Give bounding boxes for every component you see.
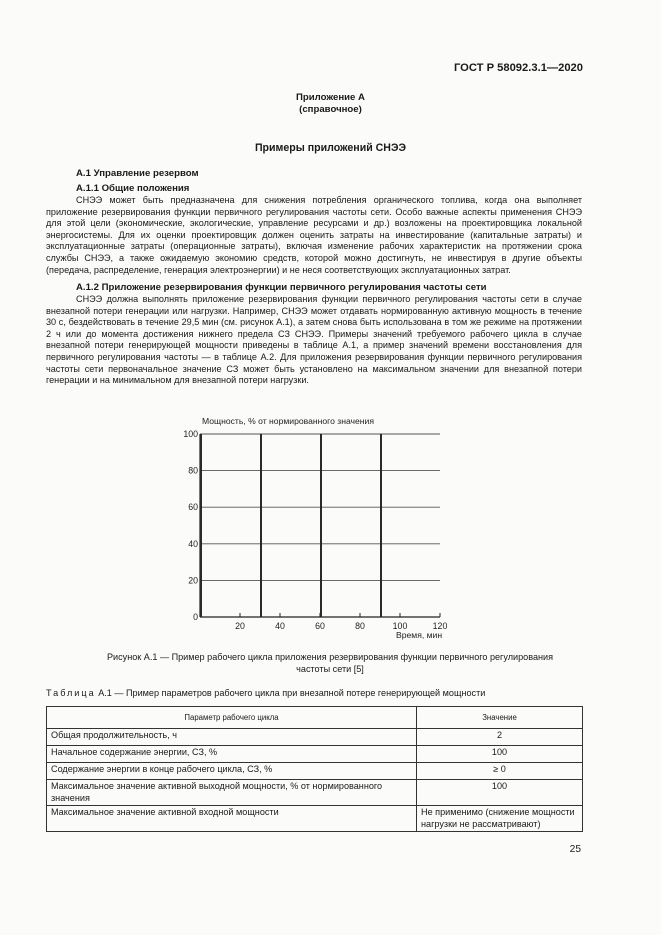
annex-type: (справочное) — [299, 104, 362, 115]
chart-x-tick-label: 60 — [315, 621, 325, 631]
chart-y-tick-label: 100 — [183, 429, 198, 439]
chart-y-tick-label: 40 — [188, 538, 198, 549]
row-parameter: Общая продолжительность, ч — [47, 729, 417, 746]
chart-pulse — [380, 434, 382, 617]
section-heading-a11: А.1.1 Общие положения — [76, 183, 190, 194]
duty-cycle-chart — [170, 410, 470, 646]
table-row — [47, 746, 583, 763]
section-heading-a12: А.1.2 Приложение резервирования функции первичного регулирования частоты сети — [76, 282, 487, 293]
table-row — [47, 806, 583, 832]
chart-series — [200, 434, 382, 617]
chart-y-tick-label: 20 — [188, 575, 198, 586]
chart-y-tick-label: 80 — [188, 465, 198, 476]
table-row — [47, 780, 583, 806]
paragraph-primary-regulation: СНЭЭ должна выполнять приложение резервирования функции первичного регулирования частоты сети в случае внезапной потери генерации или нагрузки. Например, СНЭЭ может отдавать нормированную активную мощность в течение 30 с, бездействовать в течение 29,5 мин (см. рисунок А.1), а затем снова быть использована в том же режиме на протяжении 2 ч или до момента достижения нижнего предела СЗ СНЭЭ. Примеры значений требуемого рабочего цикла в случае внезапной потери генерирующей мощности приведены в таблице А.1, а пример значений времени восстановления для первичного регулирования частоты — в таблице А.2. Для приложения резервирования функции первичного регулирования частоты сети первоначальное значение СЗ может быть установлено на максимальном значении для внезапной потери генерации и на минимальном для внезапной потери нагрузки. — [46, 294, 582, 386]
chart-x-tick-label: 120 — [432, 621, 448, 631]
header-value: Значение — [417, 707, 583, 729]
row-value: ≥ 0 — [417, 763, 583, 780]
row-parameter: Начальное содержание энергии, СЗ, % — [47, 746, 417, 763]
row-parameter: Содержание энергии в конце рабочего цикла, СЗ, % — [47, 763, 417, 780]
chart-y-tick-label: 60 — [188, 502, 198, 513]
chart-x-tick-label: 80 — [355, 621, 365, 631]
figure-caption-line-1: Рисунок А.1 — Пример рабочего цикла приложения резервирования функции первичного регулирования — [106, 652, 554, 662]
document-code: ГОСТ Р 58092.3.1—2020 — [453, 62, 583, 74]
figure-caption — [80, 651, 580, 675]
duty-cycle-parameters-table — [46, 706, 583, 832]
annex-label: Приложение А — [296, 92, 365, 103]
table-caption: А.1 — Пример параметров рабочего цикла при внезапной потере генерирующей мощности — [98, 688, 486, 698]
row-value: Не применимо (снижение мощности нагрузки не рассматривают) — [417, 806, 583, 832]
chart-x-tick-label: 20 — [235, 621, 245, 631]
row-value: 2 — [417, 729, 583, 746]
table-row — [47, 763, 583, 780]
row-value: 100 — [417, 780, 583, 806]
row-parameter: Максимальное значение активной входной мощности — [47, 806, 417, 832]
row-parameter: Максимальное значение активной выходной мощности, % от нормированного значения — [47, 780, 417, 806]
page-title: Примеры приложений СНЭЭ — [254, 142, 407, 154]
row-value: 100 — [417, 746, 583, 763]
chart-x-tick-label: 40 — [275, 621, 285, 631]
chart-x-tick-label: 100 — [392, 621, 408, 631]
table-header-row — [47, 707, 583, 729]
chart-ticks — [183, 429, 447, 631]
figure-caption-line-2: частоты сети [5] — [296, 664, 364, 674]
table-title — [46, 688, 485, 698]
page-number: 25 — [569, 844, 581, 855]
chart-pulse — [200, 434, 202, 617]
chart-y-tick-label: 0 — [193, 612, 198, 622]
paragraph-general: СНЭЭ может быть предназначена для снижения потребления органического топлива, когда она выполняет приложение резервирования функции первичного регулирования частоты сети. Особо важные аспекты применения СНЭЭ для этой цели (экономические, экологические, управление ресурсами и др.) возложены на проектировщика локальной энергосистемы. Для их оценки проектировщик должен оценить затраты на инвестирование (капитальные затраты) и эксплуатационные затраты (операционные затраты), включая изменение рабочих характеристик на протяжении срока службы СНЭЭ, а также ожидаемую экономию средств, которой можно достигнуть, не инвестируя в другие объекты (передача, распределение, генерация электроэнергии) и не неся соответствующих эксплуатационных затрат. — [46, 195, 582, 275]
chart-x-axis-label: Время, мин — [396, 630, 443, 640]
annex-heading — [0, 92, 661, 116]
section-heading-a1: А.1 Управление резервом — [76, 168, 199, 179]
chart-pulse — [260, 434, 262, 617]
header-parameter: Параметр рабочего цикла — [47, 707, 417, 729]
chart-y-axis-label: Мощность, % от нормированного значения — [202, 416, 374, 426]
table-row — [47, 729, 583, 746]
table-label: Таблица — [46, 688, 96, 698]
chart-pulse — [320, 434, 322, 617]
